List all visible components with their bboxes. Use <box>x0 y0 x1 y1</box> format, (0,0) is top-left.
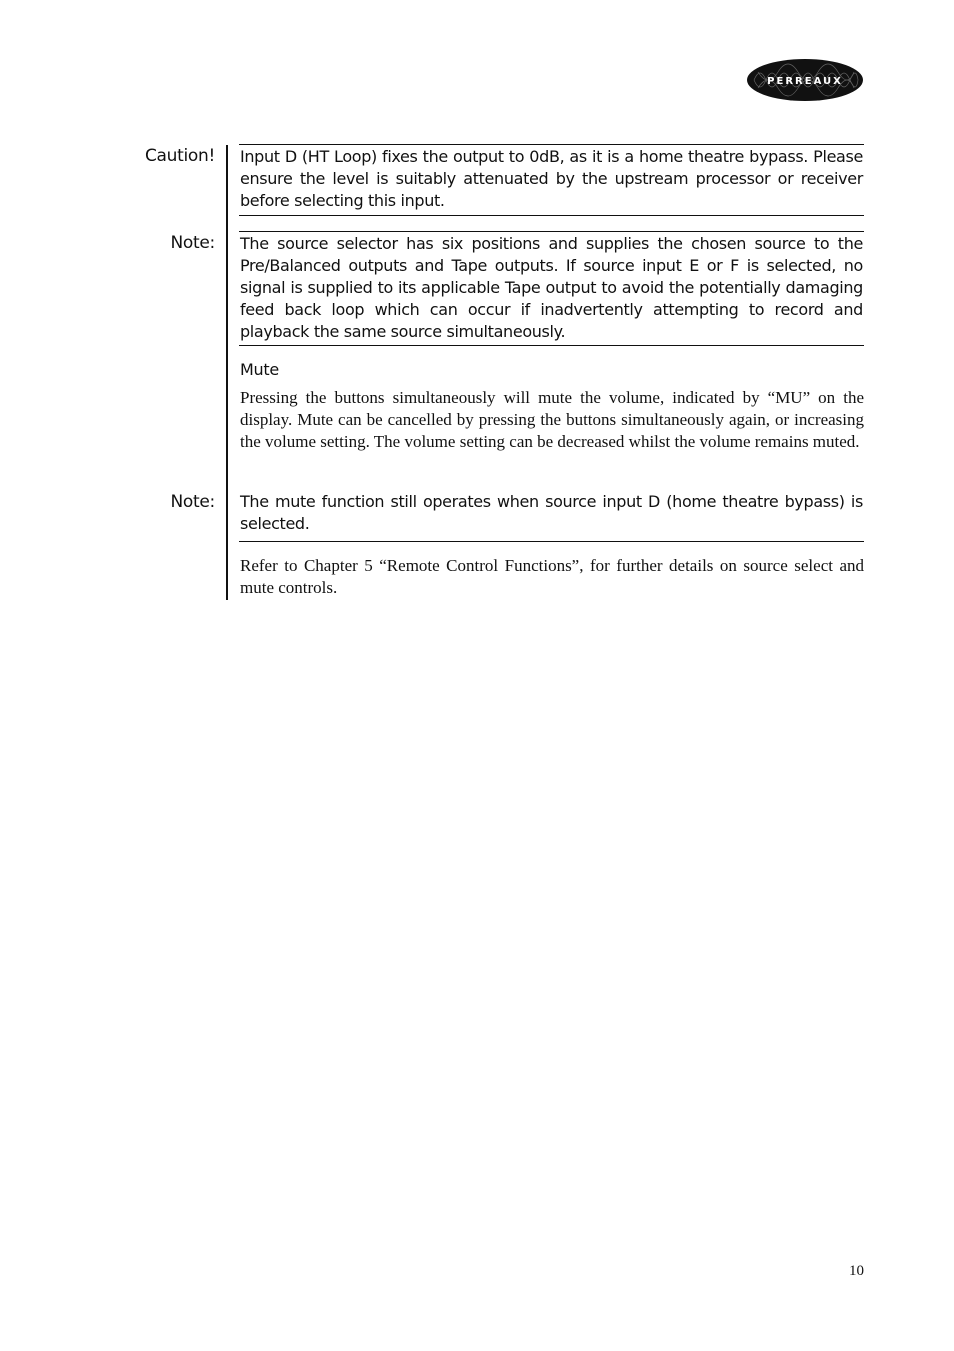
mute-heading: Mute <box>240 360 279 379</box>
logo-text: PERREAUX <box>767 76 843 87</box>
caution-box: Input D (HT Loop) fixes the output to 0dB, as it is a home theatre bypass. Please ensure the level is suitably attenuated by the upstream processor or receiver before selecting this input. <box>239 144 864 216</box>
page-number: 10 <box>849 1263 864 1279</box>
mute-paragraph: Pressing the buttons simultaneously will mute the volume, indicated by “MU” on the display. Mute can be cancelled by pressing the buttons simultaneously again, or increasing the volume setting. The volume setting can be decreased whilst the volume remains muted. <box>240 388 864 451</box>
note-label: Note: <box>170 233 215 253</box>
note-box: The source selector has six positions and supplies the chosen source to the Pre/Balanced outputs and Tape outputs. If source input E or F is selected, no signal is supplied to its applicable Tape output to avoid the potentially damaging feed back loop which can occur if inadvertently attempting to record and playback the same source simultaneously. <box>239 231 864 346</box>
refer-paragraph: Refer to Chapter 5 “Remote Control Functions”, for further details on source select and mute controls. <box>240 556 864 597</box>
caution-label: Caution! <box>144 146 215 166</box>
note-label: Note: <box>170 492 215 512</box>
margin-rule <box>226 145 228 600</box>
perreaux-logo <box>746 58 864 102</box>
note-box: The mute function still operates when source input D (home theatre bypass) is selected. <box>239 491 864 542</box>
